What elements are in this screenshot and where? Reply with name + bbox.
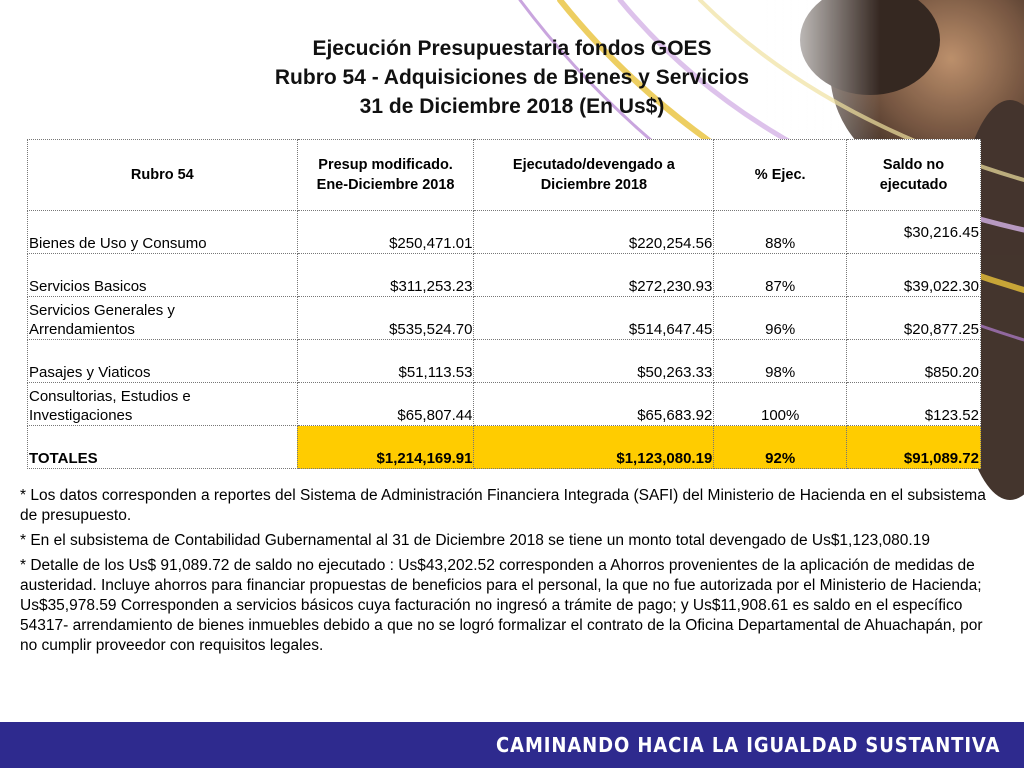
row-presup: $311,253.23 (297, 254, 474, 297)
totals-pct: 92% (714, 426, 847, 469)
row-presup: $535,524.70 (297, 297, 474, 340)
row-presup: $65,807.44 (297, 383, 474, 426)
row-saldo: $850.20 (847, 340, 981, 383)
budget-table (27, 139, 981, 469)
row-ejecutado: $65,683.92 (474, 383, 714, 426)
title-line-1: Ejecución Presupuestaria fondos GOES (312, 37, 712, 60)
table-row (28, 254, 981, 297)
header-ejecutado: Ejecutado/devengado a Diciembre 2018 (474, 140, 714, 211)
row-ejecutado: $514,647.45 (474, 297, 714, 340)
row-name: Consultorias, Estudios e Investigaciones (28, 383, 298, 426)
row-pct: 88% (714, 211, 847, 254)
row-saldo: $39,022.30 (847, 254, 981, 297)
row-pct: 98% (714, 340, 847, 383)
totals-row (28, 426, 981, 469)
title-line-3: 31 de Diciembre 2018 (En Us$) (359, 95, 665, 118)
title-block (0, 34, 1024, 121)
header-pct: % Ejec. (714, 140, 847, 211)
note-safi: * Los datos corresponden a reportes del Sistema de Administración Financiera Integrada (SAFI) del Ministerio de Hacienda en el subsistema de presupuesto. (20, 487, 986, 524)
table-row (28, 211, 981, 254)
row-saldo: $20,877.25 (847, 297, 981, 340)
row-ejecutado: $220,254.56 (474, 211, 714, 254)
totals-label: TOTALES (28, 426, 298, 469)
header-presup: Presup modificado. Ene-Diciembre 2018 (297, 140, 474, 211)
row-name: Pasajes y Viaticos (28, 340, 298, 383)
header-rubro: Rubro 54 (28, 140, 298, 211)
table-row (28, 340, 981, 383)
row-saldo: $30,216.45 (847, 211, 981, 254)
row-pct: 96% (714, 297, 847, 340)
totals-ejecutado: $1,123,080.19 (474, 426, 714, 469)
table-row (28, 297, 981, 340)
row-presup: $250,471.01 (297, 211, 474, 254)
row-name: Servicios Basicos (28, 254, 298, 297)
table-row (28, 383, 981, 426)
row-ejecutado: $50,263.33 (474, 340, 714, 383)
row-pct: 87% (714, 254, 847, 297)
note-contabilidad: * En el subsistema de Contabilidad Gubernamental al 31 de Diciembre 2018 se tiene un monto total devengado de Us$1,123,080.19 (20, 532, 930, 549)
row-presup: $51,113.53 (297, 340, 474, 383)
footer-slogan: CAMINANDO HACIA LA IGUALDAD SUSTANTIVA (495, 733, 1000, 757)
note-saldo-detalle: * Detalle de los Us$ 91,089.72 de saldo no ejecutado : Us$43,202.52 corresponden a Ahorros provenientes de la aplicación de medidas de austeridad. Incluye ahorros para financiar propuestas de beneficios para el personal, la que no fue autorizada por el Ministerio de Hacienda; Us$35,978.59 Corresponden a servicios básicos cuya facturación no ingresó a trámite de pago; y Us$11,908.61 es saldo en el específico 54317- arrendamiento de bienes inmuebles debido a que no se logró formalizar el contrato de la Oficina Departamental de Ahuachapán, por no cumplir proveedor con requisitos legales. (20, 557, 983, 654)
row-ejecutado: $272,230.93 (474, 254, 714, 297)
notes-section (20, 486, 1000, 661)
header-saldo: Saldo no ejecutado (847, 140, 981, 211)
row-name: Bienes de Uso y Consumo (28, 211, 298, 254)
totals-saldo: $91,089.72 (847, 426, 981, 469)
row-saldo: $123.52 (847, 383, 981, 426)
footer-bar (0, 722, 1024, 768)
title-line-2: Rubro 54 - Adquisiciones de Bienes y Servicios (274, 66, 750, 89)
totals-presup: $1,214,169.91 (297, 426, 474, 469)
row-pct: 100% (714, 383, 847, 426)
table-header-row (28, 140, 981, 211)
row-name: Servicios Generales y Arrendamientos (28, 297, 298, 340)
